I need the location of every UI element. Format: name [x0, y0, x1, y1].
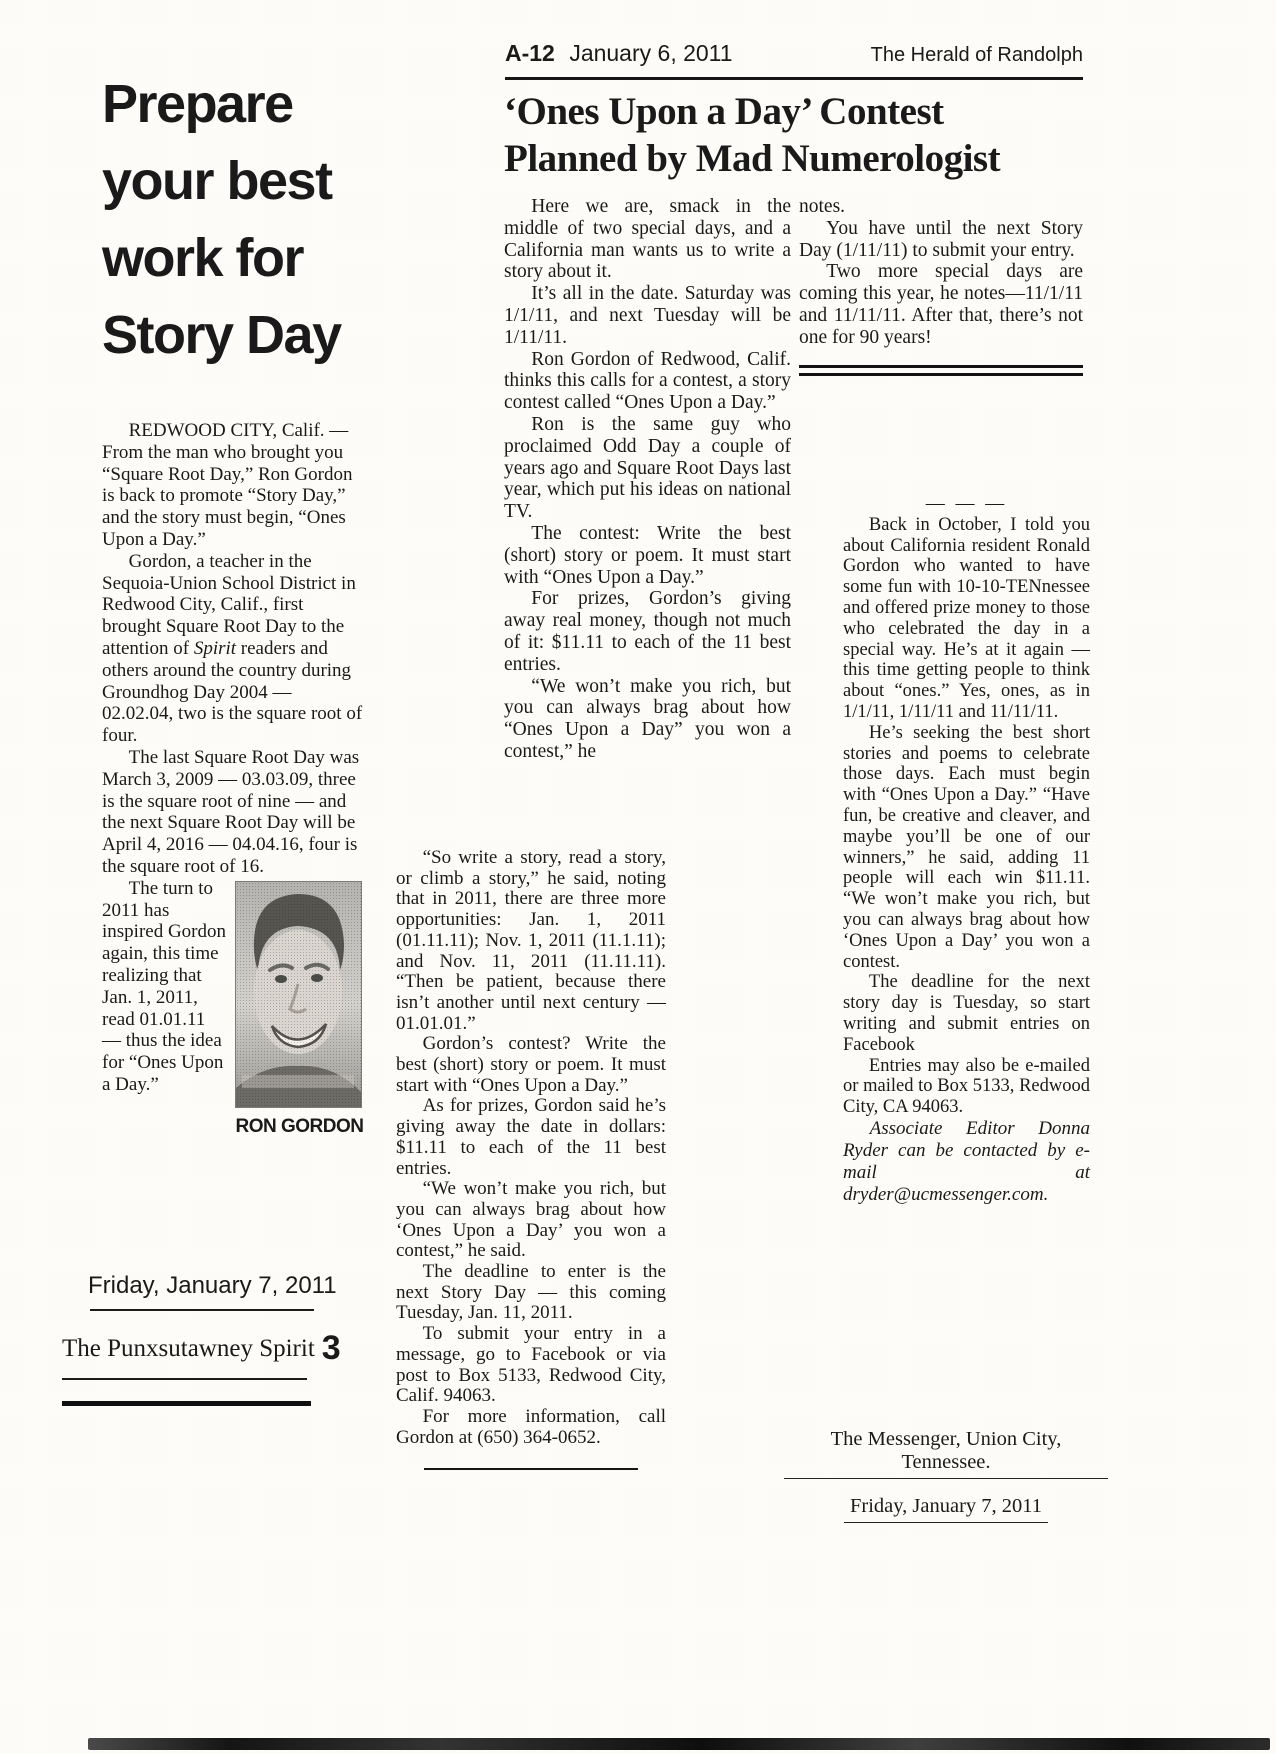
right-article-paragraph: He’s seeking the best short stories and poems to celebrate those days. Each must begin with “Ones Upon a Day.” “Have fun, be creative and cleaver, and maybe you’ll be one of our winners,” he said, adding 11 people will each win $11.11. “We won’t make you rich, but you can always brag about how ‘Ones Upon a Day’ you won a contest. — [843, 722, 1090, 972]
page-number: A-12 — [505, 40, 555, 66]
ron-gordon-photo — [235, 881, 362, 1108]
right-article-paragraph: Back in October, I told you about California resident Ronald Gordon who wanted to have some fun with 10-10-TENnessee and offered prize money to those who celebrated the day in a special way. He’s at it again — this time getting people to think about “ones.” Yes, ones, as in 1/1/11, 1/11/11 and 11/11/11. — [843, 514, 1090, 722]
attribution-date: Friday, January 7, 2011 — [844, 1495, 1048, 1523]
left-article-paragraph: REDWOOD CITY, Calif. — From the man who brought you “Square Root Day,” Ron Gordon is back to promote “Story Day,” and the story must begin, “Ones Upon a Day.” — [102, 420, 353, 550]
footer-page-number: 3 — [321, 1329, 341, 1367]
left-article-paragraph: The turn to 2011 has inspired Gordon again, this time realizing that Jan. 1, 2011, read 01.01.11 — thus the idea for “Ones Upon a Day.” — [102, 877, 227, 1095]
main-article-paragraph: It’s all in the date. Saturday was 1/1/11, and next Tuesday will be 1/11/11. — [504, 283, 791, 348]
editor-byline: Associate Editor Donna Ryder can be contacted by e-mail at dryder@ucmessenger.com. — [843, 1117, 1090, 1205]
main-article-paragraph: For prizes, Gordon’s giving away real money, though not much of it: $11.11 to each of the 11 best entries. — [504, 588, 791, 675]
left-headline-line: your best — [102, 151, 332, 211]
right-article-paragraph: The deadline for the next story day is Tuesday, so start writing and submit entries on Facebook — [843, 972, 1090, 1055]
header-left — [505, 40, 733, 67]
main-article-column-2 — [799, 196, 1083, 376]
main-article-paragraph: Ron Gordon of Redwood, Calif. thinks this calls for a contest, a story contest called “Ones Upon a Day.” — [504, 348, 791, 414]
left-footer — [62, 1272, 380, 1406]
main-article-paragraph: notes. — [799, 196, 846, 217]
main-headline-line1: ‘Ones Upon a Day’ Contest — [504, 90, 944, 133]
middle-article-paragraph: To submit your entry in a message, go to Facebook or via post to Box 5133, Redwood City, Calif. 94063. — [396, 1323, 666, 1407]
footer-publication-line — [62, 1326, 380, 1365]
left-headline-line: Story Day — [102, 305, 341, 365]
left-headline-line: Prepare — [102, 74, 293, 134]
attribution-source: The Messenger, Union City, Tennessee. — [784, 1428, 1108, 1479]
main-article-paragraph: The contest: Write the best (short) story or poem. It must start with “Ones Upon a Day.” — [504, 522, 791, 588]
article-end-rule — [424, 1468, 638, 1470]
right-article-block — [843, 494, 1090, 1206]
bottom-attribution — [784, 1428, 1108, 1523]
middle-article-paragraph: The deadline to enter is the next Story Day — this coming Tuesday, Jan. 11, 2011. — [396, 1261, 666, 1324]
middle-article-paragraph: As for prizes, Gordon said he’s giving away the date in dollars: $11.11 to each of the 11 best entries. — [396, 1095, 666, 1179]
right-article-paragraph: Entries may also be e-mailed or mailed to Box 5133, Redwood City, CA 94063. — [843, 1055, 1090, 1118]
middle-article-paragraph: “We won’t make you rich, but you can always brag about how ‘Ones Upon a Day’ you won a contest,” he said. — [396, 1178, 666, 1262]
left-headline-line: work for — [102, 228, 304, 288]
article-end-double-rule — [799, 365, 1083, 376]
main-article-paragraph: Ron is the same guy who proclaimed Odd Day a couple of years ago and Square Root Days last year, which put his ideas on national TV. — [504, 413, 791, 523]
portrait-illustration — [236, 882, 361, 1107]
scan-artifact-strip — [88, 1738, 1270, 1750]
left-article-headline — [102, 66, 412, 374]
main-headline — [504, 88, 1098, 182]
middle-article-paragraph: “So write a story, read a story, or climb a story,” he said, noting that in 2011, there are three more opportunities: Jan. 1, 2011 (01.11.11); Nov. 1, 2011 (11.1.11); and Nov. 11, 2011 (11.11.11). “Then be patient, because there isn’t another until next century — 01.01.01.” — [396, 847, 666, 1034]
left-article-paragraph: The last Square Root Day was March 3, 2009 — 03.03.09, three is the square root of nine — and the next Square Root Day will be April 4, 2016 — 04.04.16, four is the square root of 16. — [102, 746, 360, 877]
main-headline-line2: Planned by Mad Numerologist — [504, 137, 1001, 180]
header-date: January 6, 2011 — [569, 40, 733, 66]
main-article-paragraph: “We won’t make you rich, but you can always brag about how “Ones Upon a Day” you won a contest,” he — [504, 675, 791, 762]
left-article-body — [102, 420, 364, 1142]
publication-name: The Herald of Randolph — [870, 44, 1083, 66]
main-article-paragraph: Two more special days are coming this year, he notes—11/1/11 and 11/11/11. After that, there’s not one for 90 years! — [799, 261, 1083, 348]
middle-article-block — [396, 848, 666, 1470]
photo-caption: RON GORDON — [235, 1115, 364, 1137]
main-article-paragraph: Here we are, smack in the middle of two special days, and a California man wants us to write a story about it. — [504, 196, 791, 283]
middle-article-paragraph: Gordon’s contest? Write the best (short) story or poem. It must start with “Ones Upon a Day.” — [396, 1033, 666, 1096]
left-article-paragraph — [102, 551, 364, 747]
main-article-paragraph: You have until the next Story Day (1/11/11) to submit your entry. — [799, 217, 1083, 261]
ron-gordon-figure — [235, 881, 364, 1138]
paragraph-text: Gordon, a teacher in the Sequoia-Union School District in Redwood City, Calif., first brought Square Root Day to the attention of — [102, 550, 356, 659]
footer-publication-name: The Punxsutawney Spirit — [62, 1335, 315, 1362]
footer-rule-thin — [62, 1378, 307, 1380]
paragraph-text: readers and others around the country during Groundhog Day 2004 — 02.02.04, two is the square root of four. — [102, 637, 363, 747]
footer-date: Friday, January 7, 2011 — [88, 1272, 337, 1299]
page-header — [505, 40, 1083, 80]
footer-rule-thick — [62, 1401, 311, 1406]
italic-publication-name: Spirit — [193, 637, 237, 659]
footer-rule-thin — [90, 1309, 314, 1311]
section-divider-dashes: — — — — [925, 493, 1008, 514]
main-article-column-1 — [504, 196, 791, 763]
middle-article-paragraph: For more information, call Gordon at (650) 364-0652. — [396, 1405, 666, 1448]
